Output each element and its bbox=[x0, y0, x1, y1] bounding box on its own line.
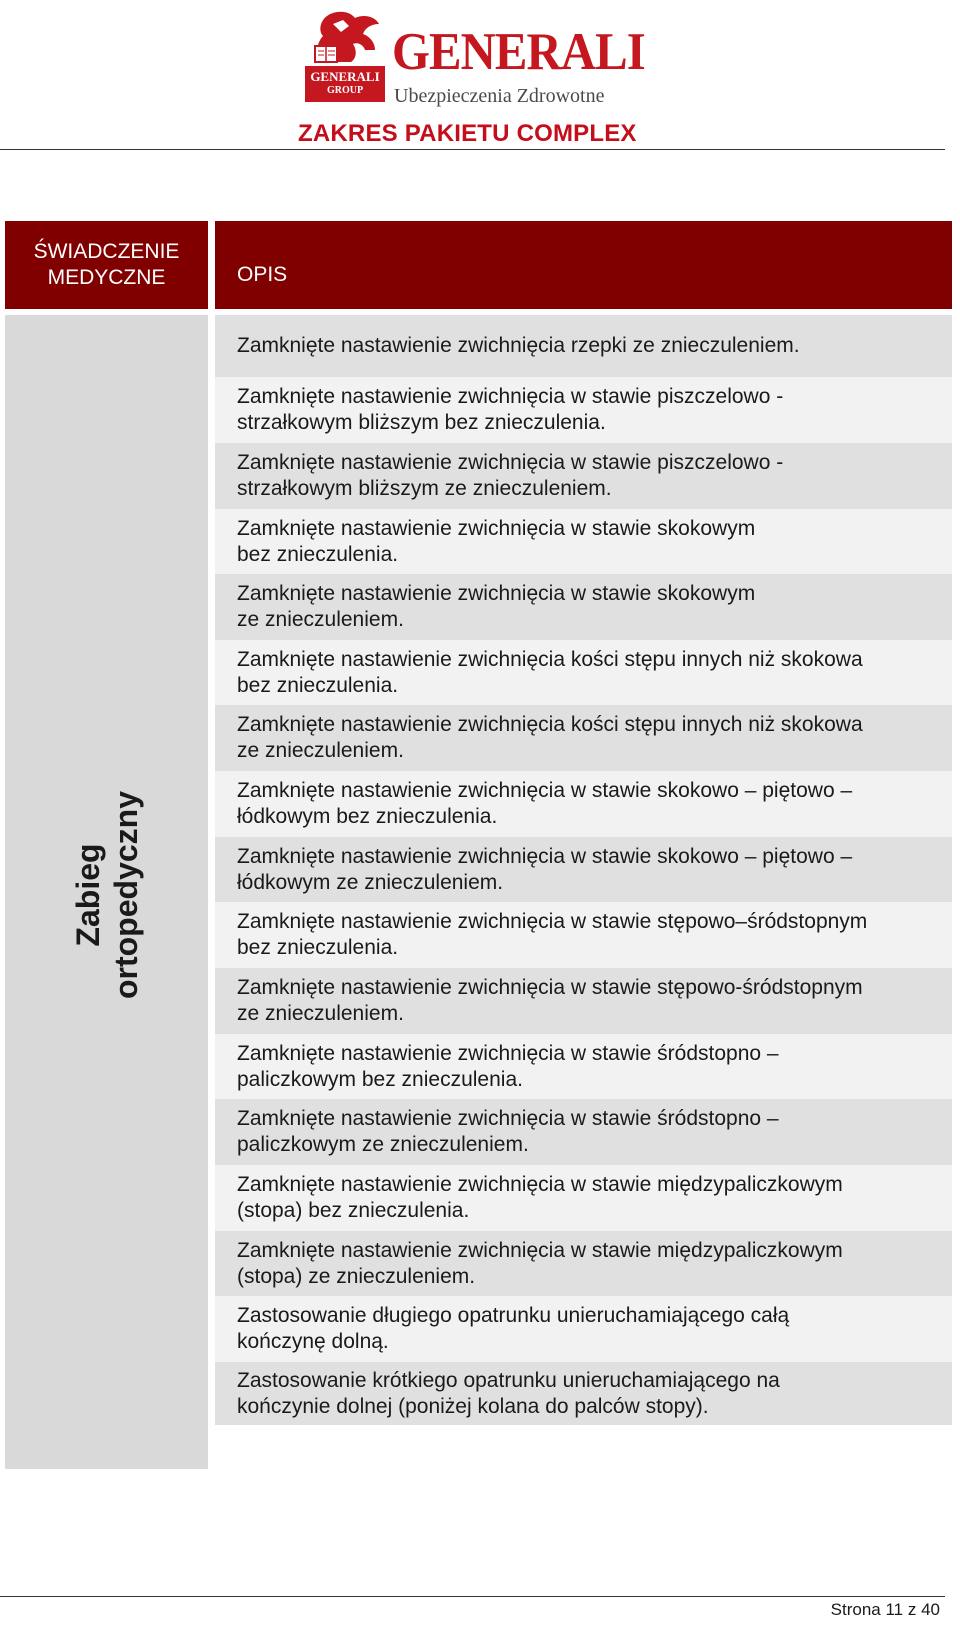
category-label-line2: ortopedyczny bbox=[107, 790, 144, 1000]
row-description bbox=[237, 909, 867, 961]
lion-emblem-icon bbox=[305, 10, 385, 106]
row-description bbox=[237, 384, 783, 436]
row-description bbox=[237, 1238, 843, 1290]
row-description-line: Zamknięte nastawienie zwichnięcia w stawie skokowo – piętowo – bbox=[237, 844, 853, 868]
row-description-line: (stopa) bez znieczulenia. bbox=[237, 1199, 470, 1222]
table-row bbox=[215, 1231, 952, 1296]
row-description bbox=[237, 778, 852, 830]
category-label-line1: Zabieg bbox=[69, 843, 106, 947]
logo-subtitle: Ubezpieczenia Zdrowotne bbox=[394, 85, 605, 107]
row-description-line: Zamknięte nastawienie zwichnięcia w stawie stępowo-śródstopnym bbox=[237, 976, 863, 999]
table-row bbox=[215, 1362, 952, 1425]
table-row bbox=[215, 968, 952, 1034]
row-description-line: Zamknięte nastawienie zwichnięcia w stawie stępowo–śródstopnym bbox=[237, 910, 868, 933]
table-row bbox=[215, 443, 952, 509]
row-description-line: Zamknięte nastawienie zwichnięcia w stawie śródstopno – bbox=[237, 1107, 779, 1130]
row-description-line: strzałkowym bliższym bez znieczulenia. bbox=[237, 411, 606, 434]
table-row bbox=[215, 902, 952, 968]
generali-logo bbox=[300, 10, 645, 110]
column-header-benefit bbox=[5, 221, 208, 309]
row-description bbox=[237, 712, 863, 764]
table-row bbox=[215, 1165, 952, 1231]
row-description-line: Zamknięte nastawienie zwichnięcia w stawie międzypaliczkowym bbox=[237, 1238, 843, 1262]
table-row bbox=[215, 1296, 952, 1362]
table-row bbox=[215, 705, 952, 771]
row-description-line: Zamknięte nastawienie zwichnięcia w stawie skokowym bbox=[237, 582, 756, 605]
row-description-line: kończynie dolnej (poniżej kolana do palców stopy). bbox=[237, 1394, 709, 1418]
row-description-line: Zamknięte nastawienie zwichnięcia w stawie piszczelowo - bbox=[237, 451, 784, 474]
row-description-line: paliczkowym ze znieczuleniem. bbox=[237, 1133, 529, 1156]
row-description bbox=[237, 647, 863, 699]
row-description bbox=[237, 581, 755, 633]
row-description-line: (stopa) ze znieczuleniem. bbox=[237, 1264, 476, 1288]
row-description-line: Zastosowanie krótkiego opatrunku unieruchamiającego na bbox=[237, 1368, 780, 1392]
row-description bbox=[237, 516, 755, 568]
row-description-line: kończynę dolną. bbox=[237, 1330, 389, 1353]
table-row bbox=[215, 837, 952, 902]
column-header-benefit-line2: MEDYCZNE bbox=[47, 266, 166, 289]
page-title: ZAKRES PAKIETU COMPLEX bbox=[298, 120, 637, 147]
column-header-description-label: OPIS bbox=[237, 263, 288, 286]
row-description bbox=[237, 844, 852, 896]
row-description-line: Zamknięte nastawienie zwichnięcia w stawie śródstopno – bbox=[237, 1041, 779, 1065]
table-row bbox=[215, 640, 952, 705]
row-description bbox=[237, 1303, 789, 1355]
row-description bbox=[237, 333, 800, 359]
row-description-line: Zamknięte nastawienie zwichnięcia kości stępu innych niż skokowa bbox=[237, 713, 863, 736]
description-list bbox=[215, 315, 952, 1425]
table-row bbox=[215, 509, 952, 574]
row-description bbox=[237, 1041, 779, 1093]
row-description-line: Zastosowanie długiego opatrunku unieruchamiającego całą bbox=[237, 1304, 790, 1327]
row-description-line: bez znieczulenia. bbox=[237, 673, 399, 697]
row-description-line: Zamknięte nastawienie zwichnięcia rzepki ze znieczuleniem. bbox=[237, 334, 800, 357]
row-description-line: Zamknięte nastawienie zwichnięcia w stawie piszczelowo - bbox=[237, 385, 784, 408]
logo-badge-text: GENERALI GROUP bbox=[310, 69, 380, 96]
row-description-line: ze znieczuleniem. bbox=[237, 1002, 404, 1025]
row-description bbox=[237, 1368, 780, 1420]
row-description bbox=[237, 975, 863, 1027]
row-description-line: Zamknięte nastawienie zwichnięcia w stawie międzypaliczkowym bbox=[237, 1173, 843, 1196]
row-description-line: Zamknięte nastawienie zwichnięcia kości stępu innych niż skokowa bbox=[237, 647, 863, 671]
table-row bbox=[215, 315, 952, 377]
table-row bbox=[215, 1099, 952, 1165]
table-row bbox=[215, 377, 952, 443]
table-row bbox=[215, 771, 952, 837]
logo-wordmark: GENERALI bbox=[392, 23, 645, 81]
row-description-line: Zamknięte nastawienie zwichnięcia w stawie skokowym bbox=[237, 516, 756, 540]
header-divider bbox=[0, 149, 945, 150]
row-description-line: paliczkowym bez znieczulenia. bbox=[237, 1067, 523, 1091]
table-row bbox=[215, 1034, 952, 1099]
footer-divider bbox=[0, 1596, 945, 1597]
category-cell bbox=[5, 315, 208, 1469]
row-description bbox=[237, 1106, 779, 1158]
row-description bbox=[237, 450, 783, 502]
table-row bbox=[215, 574, 952, 640]
row-description-line: bez znieczulenia. bbox=[237, 542, 399, 566]
row-description-line: bez znieczulenia. bbox=[237, 936, 399, 959]
row-description-line: łódkowym bez znieczulenia. bbox=[237, 805, 498, 828]
row-description-line: łódkowym ze znieczuleniem. bbox=[237, 870, 504, 894]
column-header-benefit-line1: ŚWIADCZENIE bbox=[33, 240, 180, 263]
column-header-description bbox=[215, 221, 952, 309]
category-label bbox=[69, 791, 145, 999]
row-description bbox=[237, 1172, 843, 1224]
row-description-line: Zamknięte nastawienie zwichnięcia w stawie skokowo – piętowo – bbox=[237, 779, 853, 802]
row-description-line: ze znieczuleniem. bbox=[237, 608, 404, 631]
row-description-line: ze znieczuleniem. bbox=[237, 739, 404, 762]
row-description-line: strzałkowym bliższym ze znieczuleniem. bbox=[237, 477, 612, 500]
page-number: Strona 11 z 40 bbox=[830, 1600, 940, 1619]
